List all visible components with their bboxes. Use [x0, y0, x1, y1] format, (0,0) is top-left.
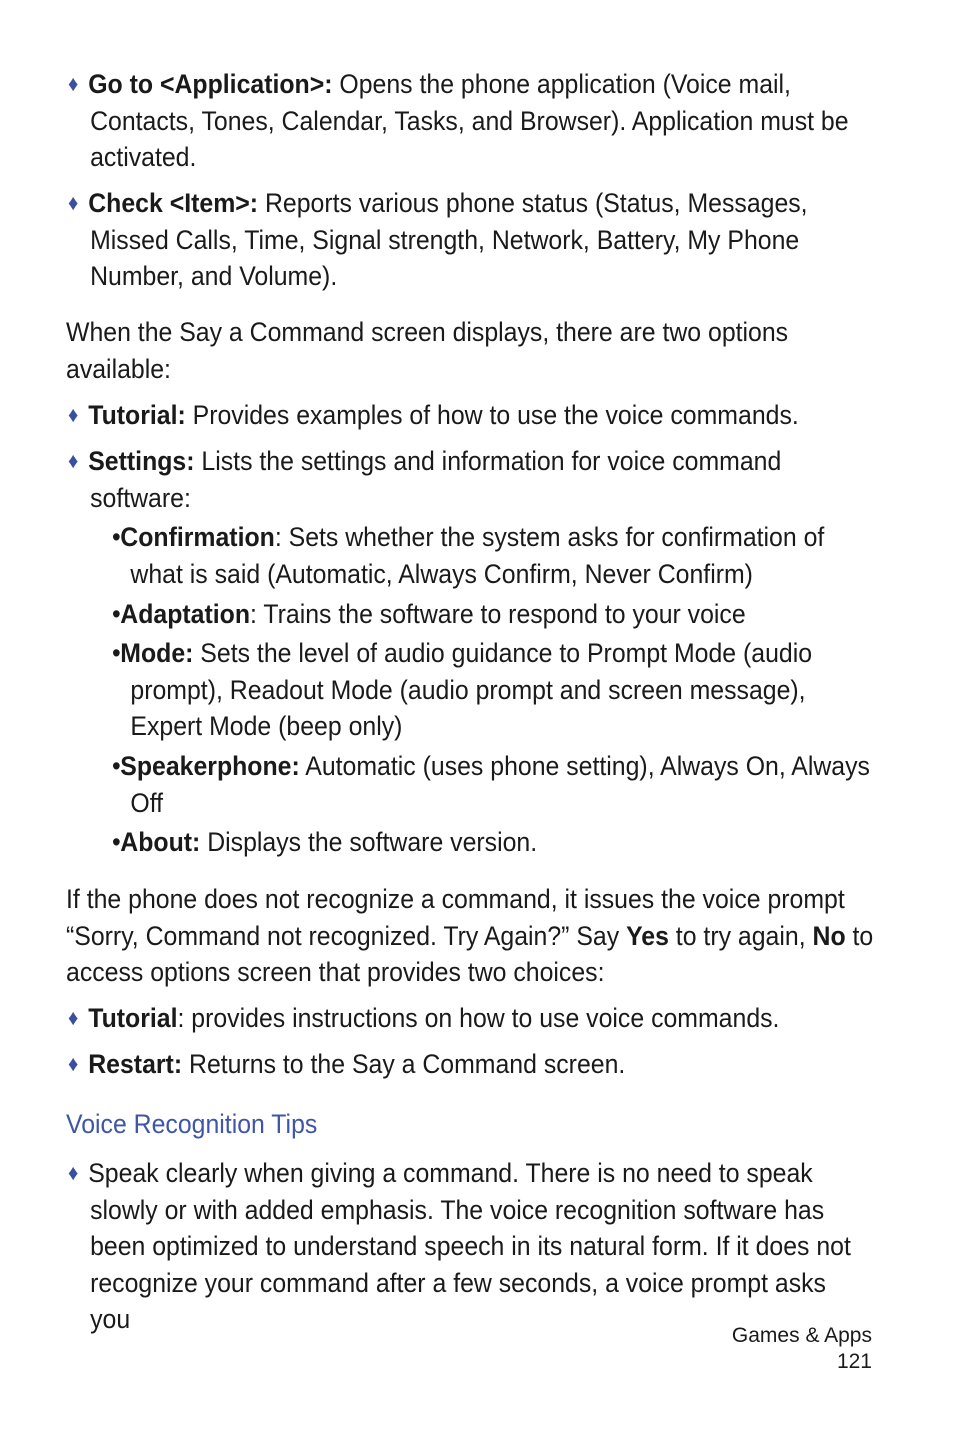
sub-bullet-text: : Sets whether the system asks for confirmation of what is said (Automatic, Always Confirm, Never Confirm) — [130, 522, 825, 589]
diamond-bullet-icon: ♦ — [68, 402, 79, 427]
diamond-bullet-icon: ♦ — [68, 448, 79, 473]
sub-bullet-about — [112, 824, 942, 861]
sub-bullet-label: Confirmation — [120, 522, 275, 552]
bullet-label: Go to <Application>: — [88, 69, 333, 99]
bullet-go-to-application — [68, 66, 938, 176]
bullet-settings — [68, 443, 938, 516]
footer-section-title: Games & Apps — [731, 1324, 872, 1347]
no-keyword: No — [812, 920, 846, 951]
diamond-bullet-icon: ♦ — [68, 1051, 79, 1076]
dot-bullet-icon: • — [112, 827, 121, 857]
bullet-label: Tutorial: — [88, 400, 186, 430]
sub-bullet-text: Automatic (uses phone setting), Always On, Always Off — [130, 751, 870, 818]
page-number: 121 — [836, 1350, 872, 1373]
paragraph-say-a-command-options — [66, 314, 946, 387]
sub-bullet-confirmation — [112, 519, 942, 592]
bullet-label: Tutorial — [88, 1003, 178, 1033]
sub-bullet-label: Adaptation — [120, 599, 250, 629]
bullet-label: Check <Item>: — [88, 188, 259, 218]
bullet-label: Settings: — [88, 446, 195, 476]
dot-bullet-icon: • — [112, 522, 121, 552]
sub-bullet-mode — [112, 635, 942, 745]
yes-keyword: Yes — [626, 920, 669, 951]
dot-bullet-icon: • — [112, 751, 121, 781]
paragraph-text: When the Say a Command screen displays, there are two options available: — [66, 317, 789, 384]
paragraph-text: to access options screen that provides two choices: — [66, 920, 874, 987]
paragraph-command-not-recognized — [66, 881, 946, 991]
paragraph-text: If the phone does not recognize a command, it issues the voice prompt “Sorry, Command not recognized. Try Again?” Say — [66, 884, 845, 951]
bullet-text: Returns to the Say a Command screen. — [182, 1049, 626, 1079]
bullet-tutorial — [68, 397, 938, 434]
sub-bullet-label: Mode: — [120, 638, 194, 668]
bullet-text: Reports various phone status (Status, Messages, Missed Calls, Time, Signal strength, Network, Battery, My Phone Number, and Volume). — [90, 188, 808, 291]
bullet-text: Provides examples of how to use the voice commands. — [185, 400, 799, 430]
diamond-bullet-icon: ♦ — [68, 190, 79, 215]
sub-bullet-label: About: — [120, 827, 201, 857]
sub-bullet-adaptation — [112, 596, 942, 633]
bullet-restart — [68, 1046, 938, 1083]
bullet-text: Opens the phone application (Voice mail, Contacts, Tones, Calendar, Tasks, and Browser). Application must be activated. — [90, 69, 849, 172]
sub-bullet-speakerphone — [112, 748, 942, 821]
dot-bullet-icon: • — [112, 599, 121, 629]
bullet-tutorial-instructions — [68, 1000, 938, 1037]
dot-bullet-icon: • — [112, 638, 121, 668]
sub-bullet-label: Speakerphone: — [120, 751, 300, 781]
page-footer — [732, 1323, 872, 1375]
bullet-speak-clearly — [68, 1155, 938, 1338]
bullet-check-item — [68, 185, 938, 295]
bullet-text: Speak clearly when giving a command. There is no need to speak slowly or with added emphasis. The voice recognition software has been optimized to understand speech in its natural form. If it does not recognize your command after a few seconds, a voice prompt asks you — [88, 1158, 851, 1334]
sub-bullet-text: Sets the level of audio guidance to Prompt Mode (audio prompt), Readout Mode (audio prompt and screen message), Expert Mode (beep only) — [130, 638, 813, 741]
diamond-bullet-icon: ♦ — [68, 1005, 79, 1030]
sub-bullet-text: Displays the software version. — [200, 827, 538, 857]
bullet-text: : provides instructions on how to use voice commands. — [177, 1003, 780, 1033]
diamond-bullet-icon: ♦ — [68, 1160, 79, 1185]
section-heading-voice-recognition-tips: Voice Recognition Tips — [66, 1109, 318, 1139]
bullet-label: Restart: — [88, 1049, 183, 1079]
sub-bullet-text: : Trains the software to respond to your voice — [250, 599, 746, 629]
paragraph-text: to try again, — [668, 920, 813, 951]
diamond-bullet-icon: ♦ — [68, 71, 79, 96]
bullet-text: Lists the settings and information for voice command software: — [90, 446, 782, 513]
